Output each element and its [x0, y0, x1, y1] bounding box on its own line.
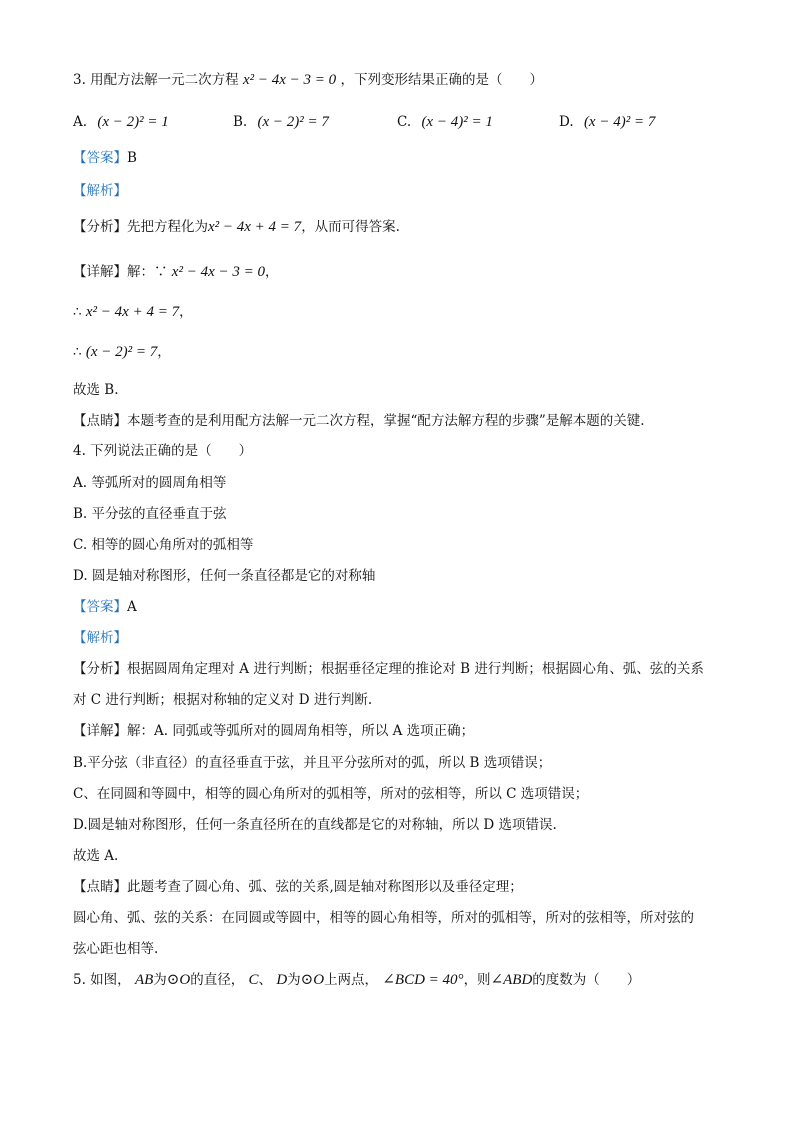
q3-answer-tag: 【答案】 — [73, 150, 127, 166]
q5-angle-bcd: ∠BCD = 40° — [382, 972, 464, 988]
q3-option-d — [559, 112, 655, 132]
q3-detail-pre: 解：∵ — [127, 264, 168, 280]
q4-comment-line2: 圆心角、弧、弦的关系：在同圆或等圆中，相等的圆心角相等，所对的弧相等，所对的弦相等，所对弦的 — [73, 910, 694, 926]
q3-step3-therefore: ∴ — [73, 344, 82, 360]
q5-text-2: 的直径， — [190, 972, 245, 988]
q5-text-3: 、 — [258, 972, 273, 988]
q4-detail-tag: 【详解】 — [73, 723, 127, 739]
q5-text-4: 为 — [287, 972, 301, 988]
q4-detail-line3: C、在同圆和等圆中，相等的圆心角所对的弧相等，所对的弦相等，所以 C 选项错误； — [73, 786, 589, 802]
q3-comment-tag: 【点睛】 — [73, 413, 127, 429]
q3-fenxi-post: ，从而可得答案. — [301, 219, 400, 235]
q3-option-c — [397, 112, 493, 132]
q3-answer-value: B — [127, 150, 137, 166]
q4-option-d: D. 圆是轴对称图形，任何一条直径都是它的对称轴 — [73, 568, 376, 584]
q3-option-d-expr: (x − 4)² = 7 — [583, 114, 656, 130]
q3-step2-equation: x² − 4x + 4 = 7 — [85, 304, 180, 320]
q5-angle-abd: ∠ABD — [490, 972, 533, 988]
q3-comment-text: 本题考查的是利用配方法解一元二次方程，掌握“配方法解方程的步骤”是解本题的关键. — [127, 413, 645, 429]
q5-point-c: C — [248, 972, 259, 988]
q3-fenxi-tag: 【分析】 — [73, 219, 127, 235]
q3-comment — [73, 411, 645, 431]
q3-step2 — [73, 302, 193, 322]
q4-comment-line3: 弦心距也相等. — [73, 941, 159, 957]
q3-option-b-expr: (x − 2)² = 7 — [257, 114, 329, 130]
q3-detail-tag: 【详解】 — [73, 264, 127, 280]
q3-option-d-letter: D. — [559, 114, 574, 130]
q3-step3-post: ， — [157, 344, 171, 360]
q5-stem-pre: 5. 如图， — [73, 972, 131, 988]
q5-text-1: 为 — [153, 972, 167, 988]
q4-comment-tag: 【点睛】 — [73, 879, 127, 895]
q5-circle-o-2: ⊙O — [300, 972, 325, 988]
q5-segment-ab: AB — [134, 972, 154, 988]
q3-analysis-tag: 【解析】 — [73, 183, 127, 199]
q4-fenxi-tag: 【分析】 — [73, 661, 127, 677]
q3-option-a-letter: A. — [73, 114, 88, 130]
q3-analysis — [73, 181, 127, 201]
q3-step2-therefore: ∴ — [73, 304, 82, 320]
q4-detail-line2: B.平分弦（非直径）的直径垂直于弦，并且平分弦所对的弧，所以 B 选项错误； — [73, 755, 552, 771]
q5-circle-o: ⊙O — [166, 972, 191, 988]
q3-option-c-expr: (x − 4)² = 1 — [421, 114, 493, 130]
q4-fenxi-text1: 根据圆周角定理对 A 进行判断；根据垂径定理的推论对 B 进行判断；根据圆心角、弧、弦的关系 — [127, 661, 704, 677]
q3-detail — [73, 262, 278, 282]
q3-option-b-letter: B. — [233, 114, 248, 130]
q5-stem — [73, 970, 640, 990]
q5-text-5: 上两点， — [324, 972, 379, 988]
q3-answer — [73, 148, 137, 168]
q3-options — [73, 112, 713, 136]
q3-detail-equation: x² − 4x − 3 = 0 — [171, 264, 265, 280]
q3-stem-equation: x² − 4x − 3 = 0 — [242, 72, 337, 88]
q4-option-c: C. 相等的圆心角所对的弧相等 — [73, 537, 254, 553]
q4-option-b: B. 平分弦的直径垂直于弦 — [73, 506, 227, 522]
q4-answer-value: A — [127, 599, 137, 615]
q3-stem — [73, 70, 543, 90]
q3-option-a-expr: (x − 2)² = 1 — [97, 114, 169, 130]
q4-detail-line4: D.圆是轴对称图形，任何一条直径所在的直线都是它的对称轴，所以 D 选项错误. — [73, 817, 557, 833]
q4-detail-line1 — [73, 721, 474, 741]
q3-step3-equation: (x − 2)² = 7 — [85, 344, 158, 360]
q4-conclusion: 故选 A. — [73, 848, 119, 864]
q3-fenxi-equation: x² − 4x + 4 = 7 — [208, 219, 302, 235]
q3-detail-post: ， — [264, 264, 279, 280]
q4-stem: 4. 下列说法正确的是（ ） — [73, 443, 253, 459]
q4-analysis — [73, 628, 127, 648]
q3-fenxi — [73, 217, 400, 237]
q5-text-7: 的度数为（ ） — [532, 972, 641, 988]
q3-step3 — [73, 342, 171, 362]
q4-detail-text1: 解：A. 同弧或等弧所对的圆周角相等，所以 A 选项正确； — [127, 723, 475, 739]
q5-text-6: ，则 — [463, 972, 491, 988]
q4-comment-line1 — [73, 877, 523, 897]
q4-analysis-tag: 【解析】 — [73, 630, 127, 646]
q4-fenxi-line1 — [73, 659, 704, 679]
q3-stem-pre: 3. 用配方法解一元二次方程 — [73, 72, 239, 88]
q4-answer — [73, 597, 137, 617]
q3-conclusion: 故选 B. — [73, 382, 119, 398]
q3-option-b — [233, 112, 329, 132]
q3-option-a — [73, 112, 169, 132]
q4-fenxi-line2: 对 C 进行判断；根据对称轴的定义对 D 进行判断. — [73, 692, 373, 708]
q4-option-a: A. 等弧所对的圆周角相等 — [73, 475, 227, 491]
q3-stem-post: ，下列变形结果正确的是（ ） — [340, 72, 543, 88]
q4-answer-tag: 【答案】 — [73, 599, 127, 615]
q5-point-d: D — [276, 972, 288, 988]
q3-option-c-letter: C. — [397, 114, 412, 130]
q3-fenxi-pre: 先把方程化为 — [127, 219, 208, 235]
q4-comment-text1: 此题考查了圆心角、弧、弦的关系,圆是轴对称图形以及垂径定理； — [127, 879, 523, 895]
q3-step2-post: ， — [179, 304, 193, 320]
